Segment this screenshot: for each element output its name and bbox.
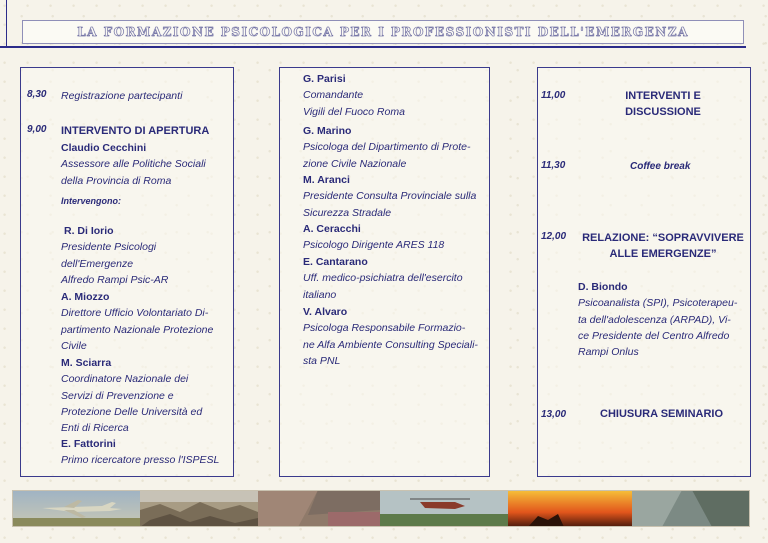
speaker-marino xyxy=(303,123,471,172)
speaker-biondo xyxy=(578,279,737,360)
speaker-role: Presidente Psicologi xyxy=(61,241,157,254)
header-rule xyxy=(0,46,746,48)
speaker-aranci xyxy=(303,172,476,221)
speaker-name: V. Alvaro xyxy=(303,306,348,318)
speaker-ceracchi xyxy=(303,221,444,254)
speaker-name: A. Miozzo xyxy=(61,291,110,303)
speaker-parisi xyxy=(303,71,405,120)
speaker-role: Direttore Ufficio Volontariato Di- xyxy=(61,307,209,320)
speaker-alvaro xyxy=(303,304,478,369)
speaker-di-iorio xyxy=(61,223,168,288)
speaker-name: M. Sciarra xyxy=(61,357,112,369)
speaker-role: ne Alfa Ambiente Consulting Speciali- xyxy=(303,338,478,351)
speaker-role: Vigili del Fuoco Roma xyxy=(303,105,405,118)
speaker-role: Presidente Consulta Provinciale sulla xyxy=(303,190,477,203)
registration-text: Registrazione partecipanti xyxy=(61,90,183,102)
program-column-1 xyxy=(20,67,234,477)
speaker-name: G. Parisi xyxy=(303,73,346,85)
speaker-role: Assessore alle Politiche Sociali xyxy=(61,158,206,171)
speaker-name: Claudio Cecchini xyxy=(61,142,147,154)
fire-photo xyxy=(508,490,632,527)
speaker-role: Psicologa Responsabile Formazio- xyxy=(303,322,466,335)
left-edge-rule xyxy=(6,0,7,48)
speaker-role: Psicologa del Dipartimento di Prote- xyxy=(303,141,471,154)
speaker-role: Primo ricercatore presso l'ISPESL xyxy=(61,454,220,467)
speaker-role: dell'Emergenze xyxy=(61,257,134,270)
flood-photo xyxy=(632,490,750,527)
speaker-cecchini xyxy=(61,140,206,189)
speaker-role: Psicologo Dirigente ARES 118 xyxy=(303,239,445,252)
speaker-role: zione Civile Nazionale xyxy=(303,157,407,170)
speaker-role: Coordinatore Nazionale dei xyxy=(61,373,189,386)
speaker-role: Uff. medico-psichiatra dell'esercito xyxy=(303,272,463,285)
speaker-role: Rampi Onlus xyxy=(578,346,639,359)
speaker-fattorini xyxy=(61,436,219,469)
heading-line: INTERVENTI E xyxy=(625,90,701,102)
speaker-name: M. Aranci xyxy=(303,174,350,186)
heading-line: RELAZIONE: “SOPRAVVIVERE xyxy=(582,232,744,244)
speaker-name: G. Marino xyxy=(303,125,352,137)
speaker-role: Servizi di Prevenzione e xyxy=(61,389,174,402)
speaker-name: R. Di Iorio xyxy=(64,225,114,237)
program-column-3 xyxy=(537,67,751,477)
rubble-photo xyxy=(140,490,258,527)
closing-heading: CHIUSURA SEMINARIO xyxy=(600,408,724,420)
speaker-role: Comandante xyxy=(303,89,364,102)
discussion-heading xyxy=(598,88,728,121)
time-1200: 12,00 xyxy=(541,231,567,242)
heading-line: DISCUSSIONE xyxy=(625,106,701,119)
heading-line: ALLE EMERGENZE” xyxy=(609,248,717,261)
speaker-role: Protezione Delle Università ed xyxy=(61,405,203,418)
speaker-role: Civile xyxy=(61,339,87,352)
speaker-role: sta PNL xyxy=(303,354,341,367)
time-0900: 9,00 xyxy=(27,124,47,135)
title-banner xyxy=(22,20,744,44)
time-0830: 8,30 xyxy=(27,89,47,100)
speaker-name: A. Ceracchi xyxy=(303,223,361,235)
aerial-field-photo xyxy=(258,490,380,527)
speaker-miozzo xyxy=(61,289,213,354)
speaker-role: Alfredo Rampi Psic-AR xyxy=(61,273,169,286)
speaker-sciarra xyxy=(61,355,202,436)
helicopter-photo xyxy=(380,490,508,527)
speaker-role: Psicoanalista (SPI), Psicoterapeu- xyxy=(578,297,738,310)
talk-heading xyxy=(578,230,748,263)
speaker-role: partimento Nazionale Protezione xyxy=(61,323,214,336)
speaker-name: E. Cantarano xyxy=(303,256,368,268)
speaker-role: Sicurezza Stradale xyxy=(303,206,392,219)
opening-heading: INTERVENTO DI APERTURA xyxy=(61,125,210,137)
time-1130: 11,30 xyxy=(541,160,566,171)
speaker-role: ta dell'adolescenza (ARPAD), Vi- xyxy=(578,313,731,326)
aircraft-photo xyxy=(12,490,140,527)
page-title: LA FORMAZIONE PSICOLOGICA PER I PROFESSIONISTI DELL'EMERGENZA xyxy=(77,25,689,39)
time-1300: 13,00 xyxy=(541,409,567,420)
speaker-role: Enti di Ricerca xyxy=(61,422,129,435)
speaker-role: italiano xyxy=(303,288,337,301)
speaker-role: della Provincia di Roma xyxy=(61,174,172,187)
speaker-name: E. Fattorini xyxy=(61,438,116,450)
coffee-break: Coffee break xyxy=(630,161,691,172)
speaker-cantarano xyxy=(303,254,463,303)
speaker-name: D. Biondo xyxy=(578,281,628,293)
program-column-2 xyxy=(279,67,490,477)
speaker-role: ce Presidente del Centro Alfredo xyxy=(578,329,730,342)
time-1100: 11,00 xyxy=(541,90,566,101)
intervengono-label: Intervengono: xyxy=(61,196,121,206)
